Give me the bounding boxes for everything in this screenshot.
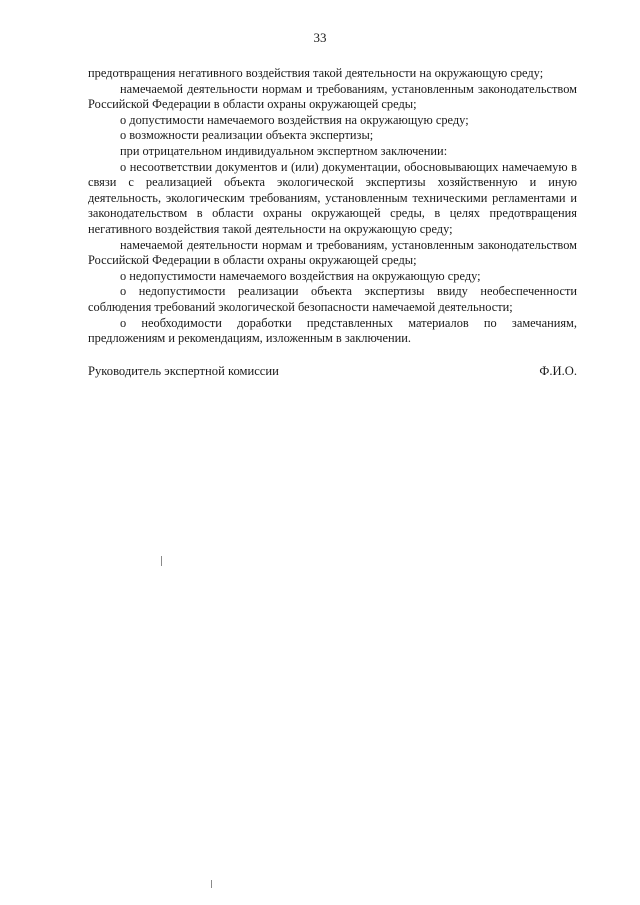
body-text xyxy=(88,66,577,347)
scan-speck xyxy=(161,556,162,566)
page-number: 33 xyxy=(313,30,327,45)
paragraph: намечаемой деятельности нормам и требованиям, установленным законодательством Российской Федерации в области охраны окружающей среды; xyxy=(88,81,577,112)
paragraph: при отрицательном индивидуальном экспертном заключении: xyxy=(120,143,448,158)
paragraph: намечаемой деятельности нормам и требованиям, установленным законодательством Российской Федерации в области охраны окружающей среды; xyxy=(88,237,577,268)
paragraph: о необходимости доработки представленных материалов по замечаниям, предложениям и рекомендациям, изложенным в заключении. xyxy=(88,315,577,346)
scan-speck xyxy=(211,880,212,888)
paragraph: о возможности реализации объекта экспертизы; xyxy=(120,128,374,143)
paragraph: о допустимости намечаемого воздействия на окружающую среду; xyxy=(120,112,469,127)
signature-block xyxy=(88,364,577,379)
signature-name: Ф.И.О. xyxy=(539,364,577,378)
paragraph: о несоответствии документов и (или) документации, обосновывающих намечаемую в связи с реализацией объекта экологической экспертизы хозяйственную и иную деятельность, экологическим требованиям, установленным техническими регламентами и законодательством в области охраны окружающей среды, в целях предотвращения негативного воздействия такой деятельности на окружающую среду; xyxy=(88,159,577,236)
paragraph: о недопустимости реализации объекта экспертизы ввиду необеспеченности соблюдения требований экологической безопасности намечаемой деятельности; xyxy=(88,284,577,314)
paragraph: предотвращения негативного воздействия такой деятельности на окружающую среду; xyxy=(88,66,544,80)
paragraph: о недопустимости намечаемого воздействия на окружающую среду; xyxy=(120,268,481,283)
signature-role: Руководитель экспертной комиссии xyxy=(88,364,279,378)
